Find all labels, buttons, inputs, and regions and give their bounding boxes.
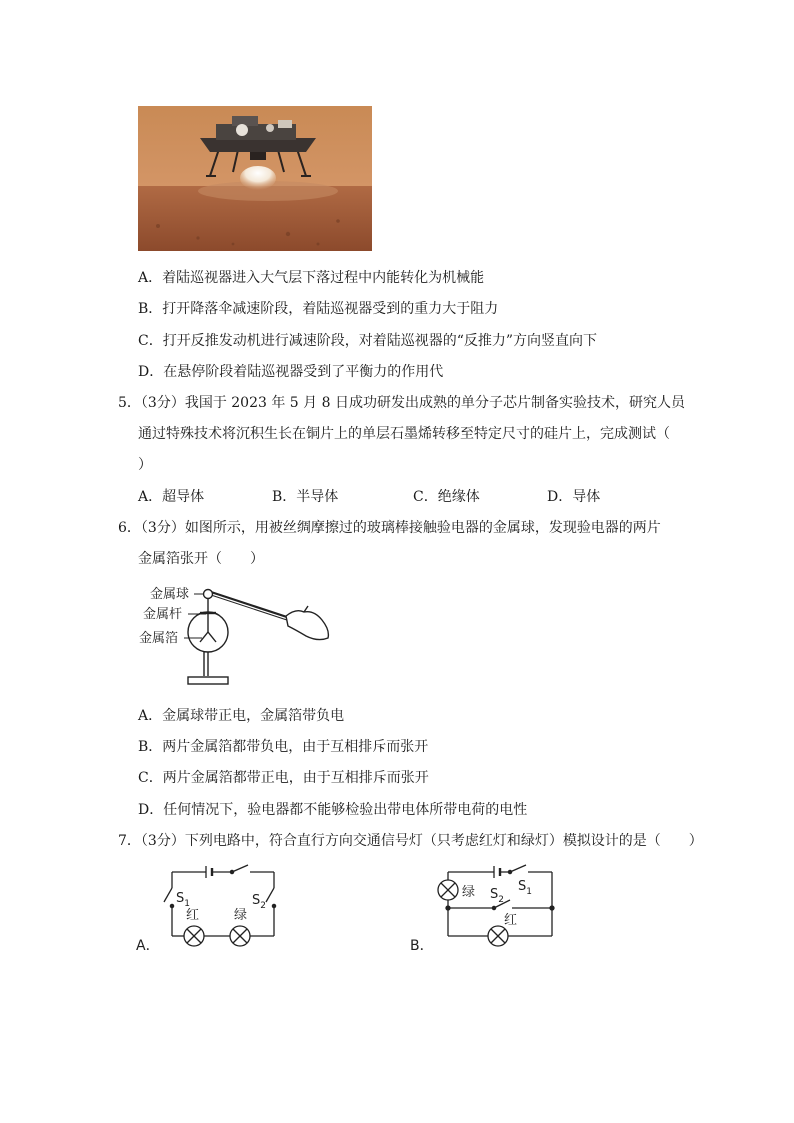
lander-illustration	[138, 106, 372, 251]
circuit-b-s2-sub: 2	[498, 895, 504, 905]
circuit-a	[136, 858, 286, 958]
q6-option-a: A．金属球带正电，金属箔带负电	[138, 708, 345, 724]
q6-stem-line1: 6．（3分）如图所示，用被丝绸摩擦过的玻璃棒接触验电器的金属球，发现验电器的两片	[118, 520, 661, 536]
q6-option-c: C．两片金属箔都带正电，由于互相排斥而张开	[138, 770, 429, 786]
q5-option-a: A．超导体	[138, 489, 205, 505]
circuit-b-red-label: 红	[504, 913, 518, 928]
q5-option-c: C．绝缘体	[413, 489, 480, 505]
circuit-a-s2-label: S	[252, 893, 261, 908]
circuit-b	[410, 858, 560, 958]
q6-option-d: D．任何情况下，验电器都不能够检验出带电体所带电荷的电性	[138, 802, 528, 818]
circuit-a-s1-sub: 1	[184, 899, 190, 909]
q5-options	[0, 487, 794, 507]
q7-stem: 7．（3分）下列电路中，符合直行方向交通信号灯（只考虑红灯和绿灯）模拟设计的是（ ）	[118, 833, 703, 849]
q4-option-b: B．打开降落伞减速阶段，着陆巡视器受到的重力大于阻力	[138, 301, 499, 317]
svg-text:S2	[490, 887, 504, 905]
circuit-b-s2-label: S	[490, 887, 499, 902]
metal-rod-label: 金属杆	[143, 607, 183, 622]
circuit-b-diagram	[410, 858, 560, 958]
circuit-a-option-label: A．	[136, 938, 160, 954]
q5-option-b: B．半导体	[272, 489, 339, 505]
q4-option-a: A．着陆巡视器进入大气层下落过程中内能转化为机械能	[138, 270, 485, 286]
lander-photo	[138, 106, 372, 251]
q6-stem-line2: 金属箔张开（ ）	[138, 551, 264, 567]
svg-text:S2	[252, 893, 266, 911]
q5-option-d: D．导体	[547, 489, 601, 505]
q6-option-b: B．两片金属箔都带负电，由于互相排斥而张开	[138, 739, 429, 755]
electroscope-diagram	[136, 580, 336, 692]
circuit-a-s1-label: S	[176, 891, 185, 906]
circuit-a-diagram	[136, 858, 286, 958]
metal-foil-label: 金属箔	[139, 631, 179, 646]
circuit-b-option-label: B．	[410, 938, 434, 954]
svg-text:S1	[518, 879, 532, 897]
q4-option-d: D．在悬停阶段着陆巡视器受到了平衡力的作用代	[138, 364, 444, 380]
circuit-b-green-label: 绿	[462, 885, 476, 900]
metal-ball-label: 金属球	[150, 587, 190, 602]
electroscope-figure	[136, 580, 336, 692]
q5-stem-line1: 5．（3分）我国于 2023 年 5 月 8 日成功研发出成熟的单分子芯片制备实验技术，研究人员	[118, 395, 685, 411]
svg-text:S1	[176, 891, 190, 909]
circuit-a-red-label: 红	[186, 908, 200, 923]
q5-stem-line3: ）	[138, 457, 152, 473]
circuit-b-s1-sub: 1	[526, 887, 532, 897]
q4-option-c: C．打开反推发动机进行减速阶段，对着陆巡视器的“反推力”方向竖直向下	[138, 333, 598, 349]
circuit-a-green-label: 绿	[234, 908, 248, 923]
q5-stem-line2: 通过特殊技术将沉积生长在铜片上的单层石墨烯转移至特定尺寸的硅片上，完成测试（	[138, 426, 670, 442]
circuit-b-s1-label: S	[518, 879, 527, 894]
circuit-a-s2-sub: 2	[260, 901, 266, 911]
